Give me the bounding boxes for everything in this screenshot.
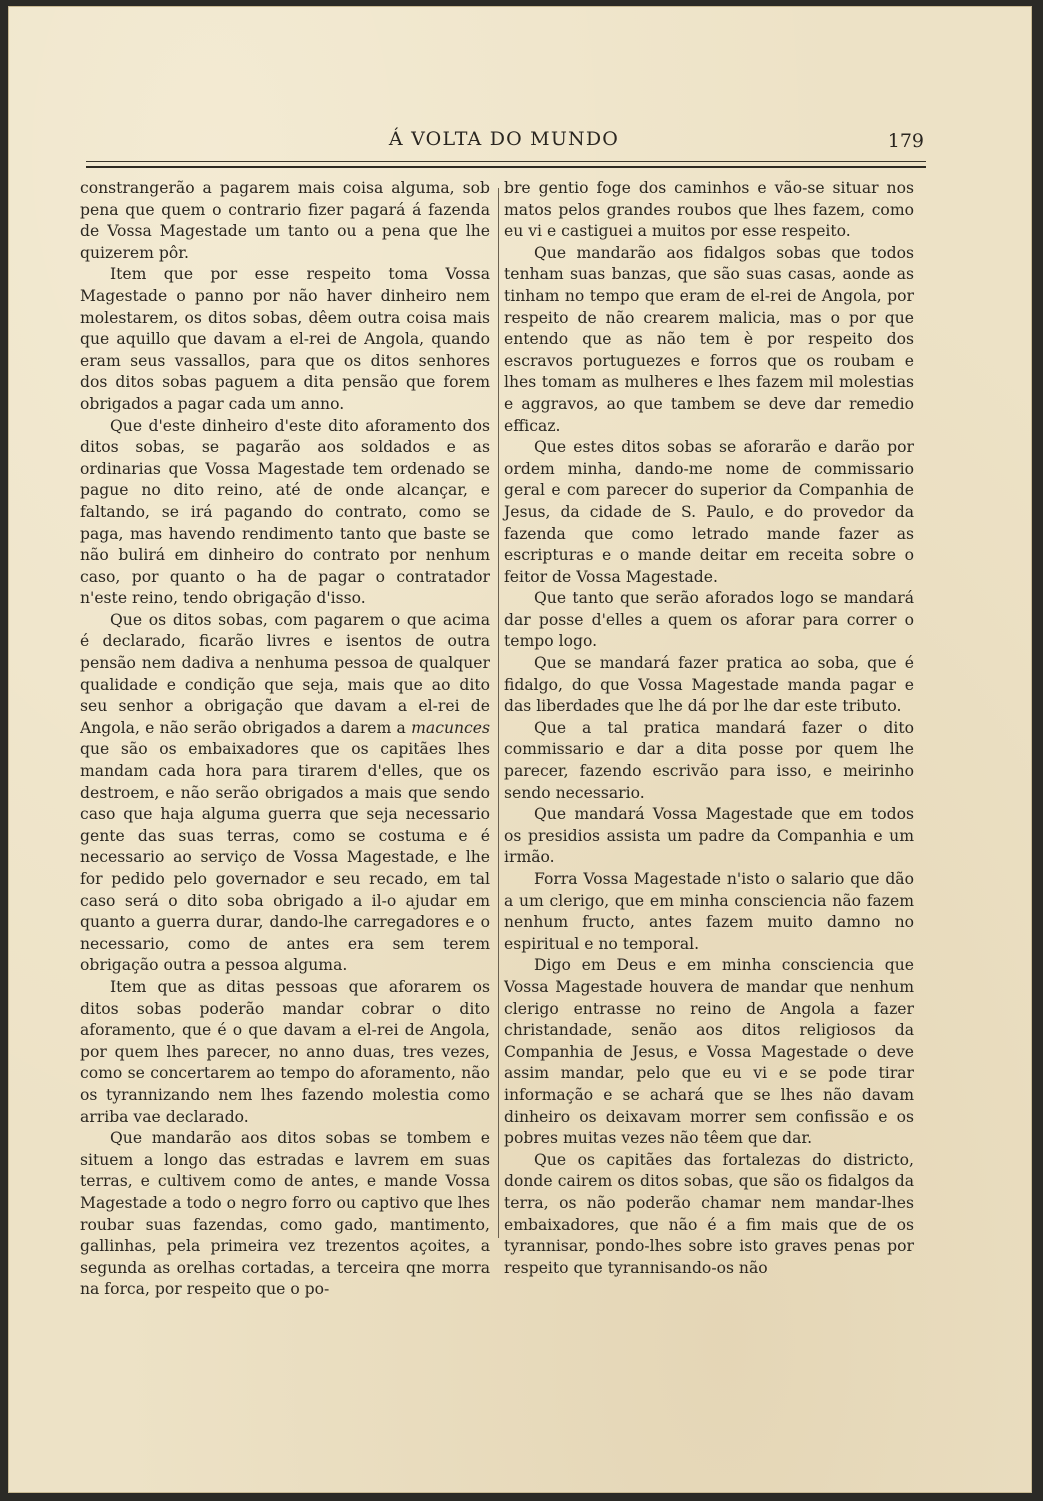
- header-rule-thick: [86, 166, 926, 168]
- paragraph: Forra Vossa Magestade n'isto o salario que dão a um clerigo, que em minha consciencia não fazem nenhum fructo, antes fazem muito damno no espiritual e no temporal.: [504, 870, 914, 953]
- paragraph: Que d'este dinheiro d'este dito aforamento dos ditos sobas, se pagarão aos soldados e as ordinarias que Vossa Magestade tem ordenado se pague no dito reino, até de onde alcançar, e faltando, se irá pagando do contrato, como se paga, mas havendo rendimento tanto que baste se não bulirá em dinheiro do contrato por nenhum caso, por quanto o ha de pagar o contratador n'este reino, tendo obrigação d'isso.: [80, 416, 490, 608]
- paragraph: Digo em Deus e em minha consciencia que Vossa Magestade houvera de mandar que nenhum clerigo entrasse no reino de Angola a fazer christandade, senão aos ditos religiosos da Companhia de Jesus, e Vossa Magestade o deve assim mandar, pelo que eu vi e se pode tirar informação e se achará que se lhes não davam dinheiro os deixavam morrer sem confissão e os pobres muitas vezes não têem que dar.: [504, 956, 914, 1148]
- paragraph: bre gentio foge dos caminhos e vão-se situar nos matos pelos grandes roubos que lhes fazem, como eu vi e castiguei a muitos por esse respeito.: [504, 179, 914, 241]
- paragraph: Que estes ditos sobas se aforarão e darão por ordem minha, dando-me nome de commissario geral e com parecer do superior da Companhia de Jesus, da cidade de S. Paulo, e do provedor da fazenda que como letrado mande fazer as escripturas e o mande deitar em receita sobre o feitor de Vossa Magestade.: [504, 438, 914, 586]
- paragraph: Que a tal pratica mandará fazer o dito commissario e dar a dita posse por quem lhe parecer, fazendo escrivão para isso, e meirinho sendo necessario.: [504, 718, 914, 802]
- column-divider: [498, 188, 499, 1238]
- paragraph: Que se mandará fazer pratica ao soba, que é fidalgo, do que Vossa Magestade manda pagar e das liberdades que lhe dá por lhe dar este tributo.: [504, 654, 914, 716]
- paragraph: constrangerão a pagarem mais coisa alguma, sob pena que quem o contrario fizer pagará á fazenda de Vossa Magestade um tanto ou a pena que lhe quizerem pôr.: [80, 179, 490, 262]
- paragraph-text: que são os embaixadores que os capitães lhes mandam cada hora para tirarem d'elles, que os destroem, e não serão obrigados a mais que sendo caso que haja alguma guerra que seja necessario gente das suas terras, como se costuma e é necessario ao serviço de Vossa Magestade, e lhe for pedido pelo governador e seu recado, em tal caso será o dito soba obrigado a il-o ajudar em quanto a guerra durar, dando-lhe carregadores e o necessario, como de antes era sem terem obrigação outra a pessoa alguma.: [80, 740, 490, 975]
- page-number: 179: [887, 130, 924, 152]
- paragraph: Que mandarão aos fidalgos sobas que todos tenham suas banzas, que são suas casas, aonde as tinham no tempo que eram de el-rei de Angola, por respeito de não crearem malicia, mas o por que entendo que as não tem è por respeito dos escravos portuguezes e forros que os roubam e lhes tomam as mulheres e lhes fazem mil molestias e aggravos, ao que tambem se deve dar remedio efficaz.: [504, 243, 914, 435]
- paragraph-text: Que os ditos sobas, com pagarem o que acima é declarado, ficarão livres e isentos de outra pensão nem dadiva a nenhuma pessoa de qualquer qualidade e condição que seja, mais que ao dito seu senhor a obrigação que davam a el-rei de Angola, e não serão obrigados a darem a: [80, 610, 490, 737]
- right-column: [504, 178, 914, 1279]
- paragraph: Que tanto que serão aforados logo se mandará dar posse d'elles a quem os aforar para correr o tempo logo.: [504, 589, 914, 651]
- paragraph: Item que por esse respeito toma Vossa Magestade o panno por não haver dinheiro nem molestarem, os ditos sobas, dêem outra coisa mais que aquillo que davam a el-rei de Angola, quando eram seus vassallos, para que os ditos senhores dos ditos sobas paguem a dita pensão que forem obrigados a pagar cada um anno.: [80, 265, 490, 413]
- running-header: [80, 128, 928, 158]
- paragraph: [80, 610, 490, 977]
- paragraph: Que mandarão aos ditos sobas se tombem e situem a longo das estradas e lavrem em suas terras, e cultivem como de antes, e mande Vossa Magestade a todo o negro forro ou captivo que lhes roubar suas fazendas, como gado, mantimento, gallinhas, pela primeira vez trezentos açoites, a segunda as orelhas cortadas, a terceira qne morra na forca, por respeito que o po-: [80, 1129, 490, 1299]
- running-title: Á VOLTA DO MUNDO: [388, 128, 620, 150]
- paragraph: Que os capitães das fortalezas do districto, donde cairem os ditos sobas, que são os fidalgos da terra, os não poderão chamar nem mandar-lhes embaixadores, que não é a fim mais que de os tyrannisar, pondo-lhes sobre isto graves penas por respeito que tyrannisando-os não: [504, 1150, 914, 1277]
- italic-term: macunces: [411, 718, 490, 737]
- header-rule-thin: [86, 161, 926, 162]
- paragraph: Item que as ditas pessoas que aforarem os ditos sobas poderão mandar cobrar o dito aforamento, que é o que davam a el-rei de Angola, por quem lhes parecer, no anno duas, tres vezes, como se concertarem ao tempo do aforamento, não os tyrannizando nem lhes fazendo molestia como arriba vae declarado.: [80, 977, 490, 1126]
- paragraph: Que mandará Vossa Magestade que em todos os presidios assista um padre da Companhia e um irmão.: [504, 805, 914, 867]
- left-column: [80, 178, 490, 1301]
